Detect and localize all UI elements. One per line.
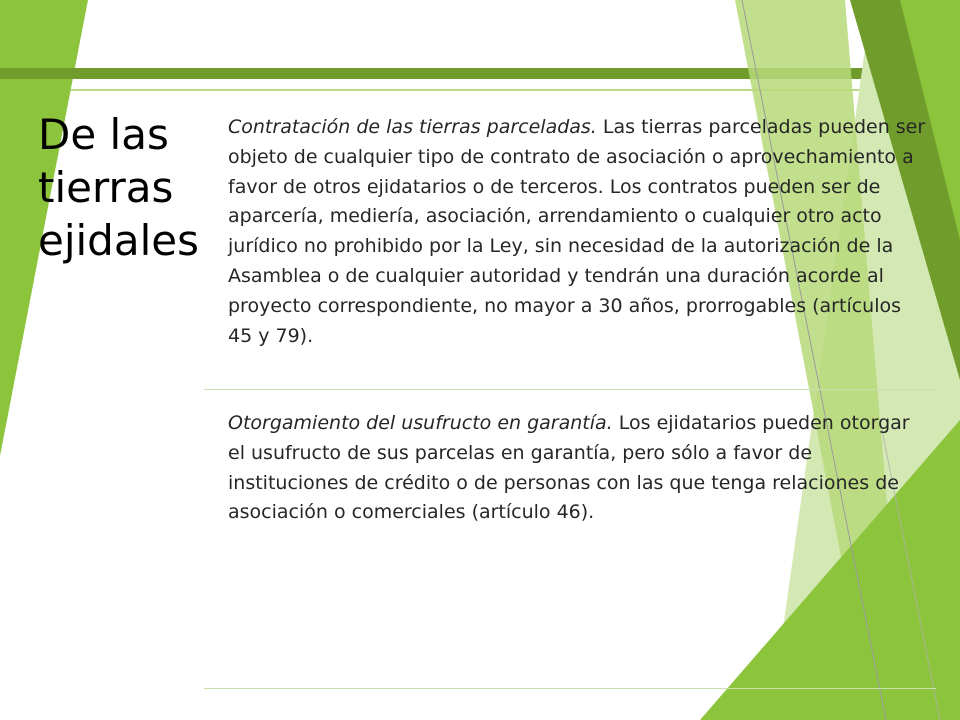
section-divider bbox=[204, 389, 936, 390]
paragraph-lead: Otorgamiento del usufructo en garantía. bbox=[228, 412, 613, 434]
paragraph-contratacion bbox=[228, 113, 928, 351]
slide-title: De las tierras ejidales bbox=[38, 110, 199, 265]
bottom-divider bbox=[204, 688, 936, 689]
paragraph-body: Los ejidatarios pueden otorgar el usufructo de sus parcelas en garantía, pero sólo a favor de instituciones de crédito o de personas con las que tenga relaciones de asociación o comerciales (artículo 46). bbox=[228, 412, 910, 524]
paragraph-lead: Contratación de las tierras parceladas. bbox=[228, 116, 597, 138]
paragraph-usufructo bbox=[228, 409, 928, 528]
paragraph-body: Las tierras parceladas pueden ser objeto de cualquier tipo de contrato de asociación o aprovechamiento a favor de otros ejidatarios o de terceros. Los contratos pueden ser de aparcería, mediería, asociación, arrendamiento o cualquier otro acto jurídico no prohibido por la Ley, sin necesidad de la autorización de la Asamblea o de cualquier autoridad y tendrán una duración acorde al proyecto correspondiente, no mayor a 30 años, prorrogables (artículos 45 y 79). bbox=[228, 116, 926, 347]
